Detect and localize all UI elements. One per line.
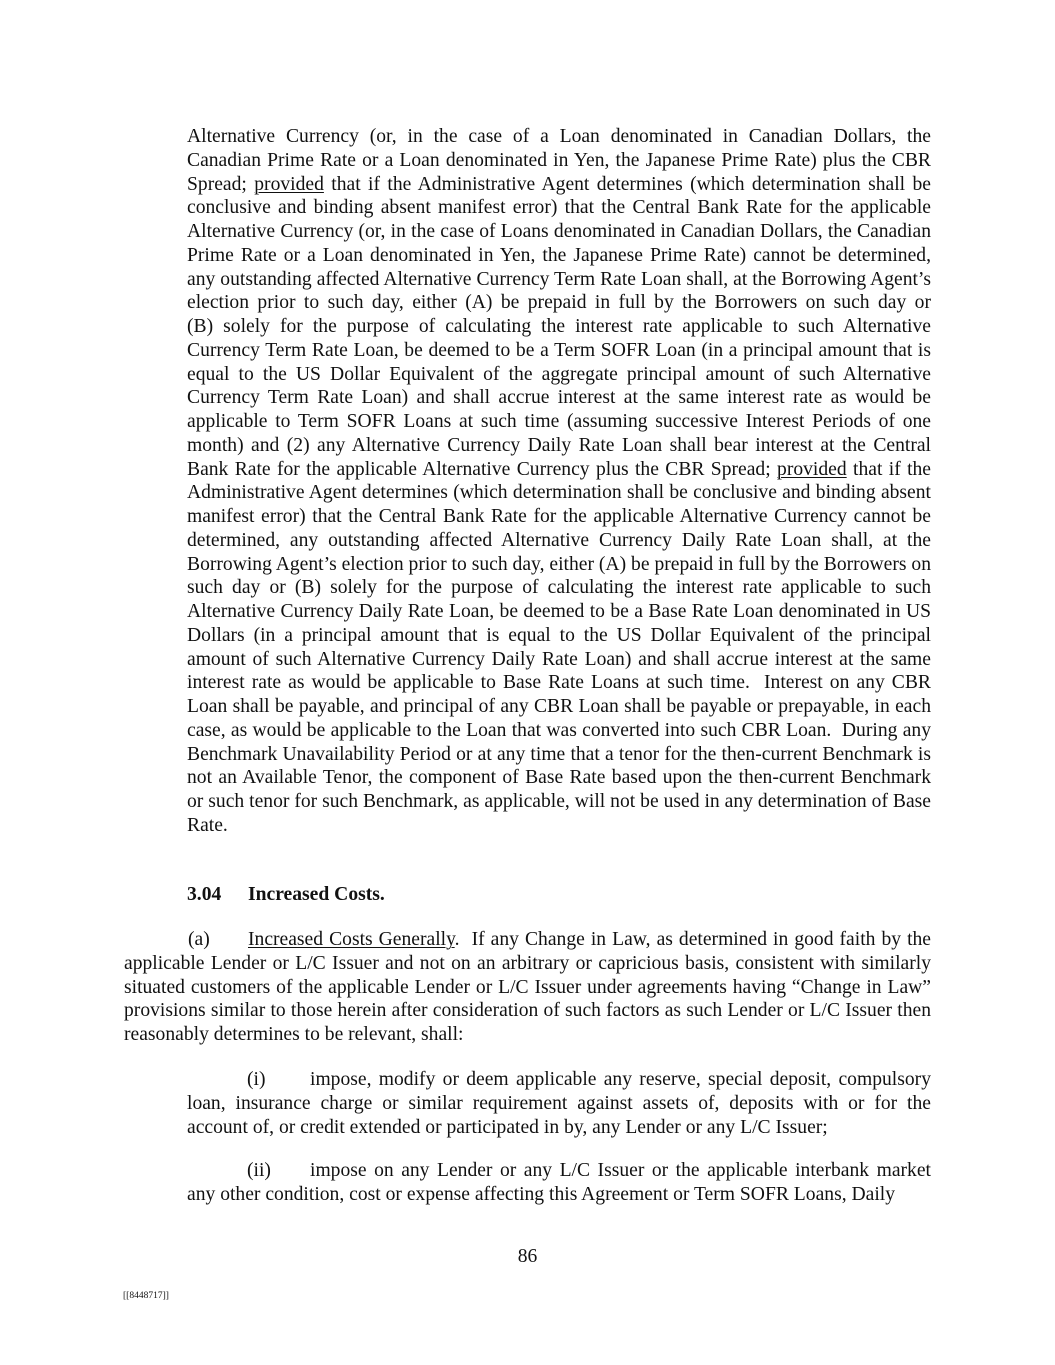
subparagraph-ii	[187, 1159, 931, 1207]
provided-emphasis: provided	[777, 458, 847, 480]
provided-emphasis: provided	[254, 173, 324, 195]
section-heading	[187, 883, 385, 907]
continuation-paragraph	[187, 125, 931, 838]
paragraph-text: If any Change in Law, as determined in good faith by the applicable Lender or L/C Issuer and not on an arbitrary or capricious basis, consistent with similarly situated customers of the applicable Lender or L/C Issuer under agreements having “Change in Law” provisions similar to those herein after consideration of such factors as such Lender or L/C Issuer then reasonably determines to be relevant, shall:	[124, 929, 932, 1045]
paragraph-text: that if the Administrative Agent determines (which determination shall be conclusive and binding absent manifest error) that the Central Bank Rate for the applicable Alternative Currency (or, in the case of Loans denominated in Canadian Dollars, the Canadian Prime Rate or a Loan denominated in Yen, the Japanese Prime Rate) cannot be determined, any outstanding affected Alternative Currency Term Rate Loan shall, at the Borrowing Agent’s election prior to such day, either (A) be prepaid in full by the Borrowers on such day or (B) solely for the purpose of calculating the interest rate applicable to such Alternative Currency Term Rate Loan, be deemed to be a Term SOFR Loan (in a principal amount that is equal to the US Dollar Equivalent of the aggregate principal amount of such Alternative Currency Term Rate Loan) and shall accrue interest at the same interest rate as would be applicable to Term SOFR Loans at such time (assuming successive Interest Periods of one month) and (2) any Alternative Currency Daily Rate Loan shall bear interest at the Central Bank Rate for the applicable Alternative Currency plus the CBR Spread;	[187, 173, 931, 480]
paragraph-text: Alternative Currency (or, in the case of a Loan denominated in Canadian Dollars, the Canadian Prime Rate or a Loan denominated in Yen, the Japanese Prime Rate) plus the CBR Spread;	[187, 126, 931, 195]
paragraph-a	[124, 928, 931, 1047]
subparagraph-text: impose, modify or deem applicable any reserve, special deposit, compulsory loan, insurance charge or similar requirement against assets of, deposits with or for the account of, or credit extended or participated in by, any Lender or any L/C Issuer;	[187, 1069, 931, 1138]
paragraph-caption: Increased Costs Generally	[248, 929, 455, 950]
page-number: 86	[517, 1246, 538, 1267]
paragraph-label: (a)	[188, 929, 210, 950]
subparagraph-label: (ii)	[247, 1160, 271, 1181]
subparagraph-label: (i)	[247, 1069, 266, 1090]
subparagraph-i	[187, 1068, 931, 1139]
document-id: [[8448717]]	[123, 1291, 169, 1301]
paragraph-text: that if the Administrative Agent determines (which determination shall be conclusive and binding absent manifest error) that the Central Bank Rate for the applicable Alternative Currency cannot be determined, any outstanding affected Alternative Currency Daily Rate Loan shall, at the Borrowing Agent’s election prior to such day, either (A) be prepaid in full by the Borrowers on such day or (B) solely for the purpose of calculating the interest rate applicable to such Alternative Currency Daily Rate Loan, be deemed to be a Base Rate Loan denominated in US Dollars (in a principal amount that is equal to the US Dollar Equivalent of the principal amount of such Alternative Currency Daily Rate Loan) and shall accrue interest at the same interest rate as would be applicable to Base Rate Loans at such time. Interest on any CBR Loan shall be payable, and principal of any CBR Loan shall be payable or prepayable, in each case, as would be applicable to the Loan that was converted into such CBR Loan. During any Benchmark Unavailability Period or at any time that a tenor for the then-current Benchmark is not an Available Tenor, the component of Base Rate based upon the then-current Benchmark or such tenor for such Benchmark, as applicable, will not be used in any determination of Base Rate.	[187, 458, 932, 836]
caption-period: .	[454, 929, 460, 950]
section-title: Increased Costs.	[248, 884, 385, 905]
section-number: 3.04	[187, 884, 222, 905]
subparagraph-text: impose on any Lender or any L/C Issuer or the applicable interbank market any other condition, cost or expense affecting this Agreement or Term SOFR Loans, Daily	[187, 1160, 931, 1205]
